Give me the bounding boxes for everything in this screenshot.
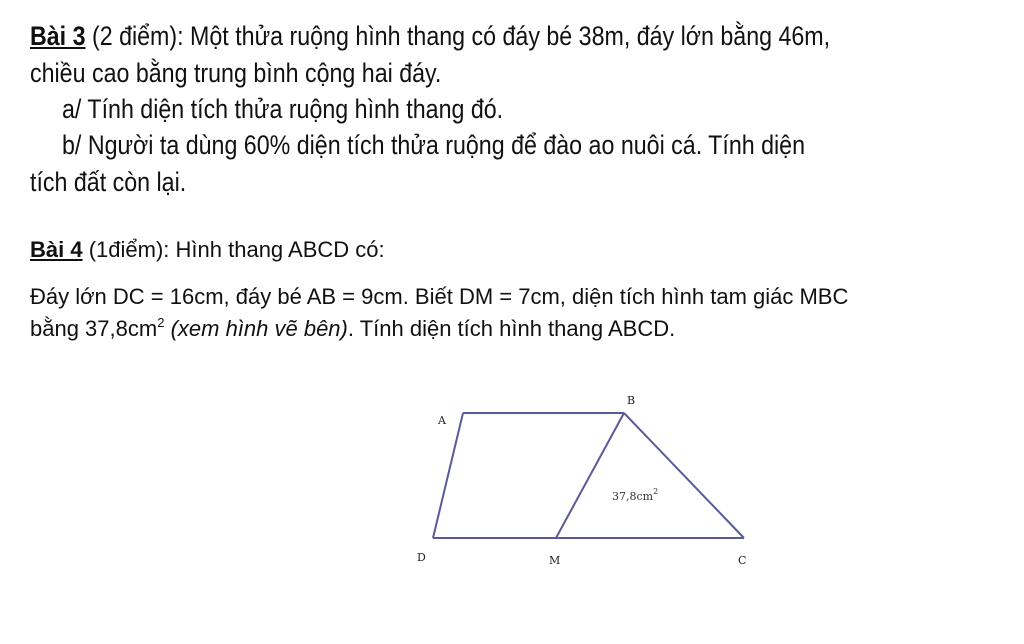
triangle-area-sup: 2 [653,487,659,496]
bai4-line1: Đáy lớn DC = 16cm, đáy bé AB = 9cm. Biết DM = 7cm, diện tích hình tam giác MBC [30,284,849,309]
bai3-part-b-line1: b/ Người ta dùng 60% diện tích thửa ruộng để đào ao nuôi cá. Tính diện [62,130,805,160]
bai4-question: . Tính diện tích hình thang ABCD. [347,316,676,341]
label-b: B [627,394,636,407]
triangle-area-label [612,487,658,503]
bai3-title: Bài 3 [30,21,86,51]
bai4-area-value: bằng 37,8cm [30,316,158,341]
label-m: M [549,554,561,567]
bai3-line2: chiều cao bằng trung bình cộng hai đáy. [30,58,442,88]
segment-bm [556,413,624,538]
bai4-area-sup: 2 [157,315,165,330]
side-ad [433,413,463,538]
triangle-area-value: 37,8cm [612,490,654,503]
label-a: A [438,414,446,427]
bai4-intro-text: : Hình thang ABCD có: [163,237,385,262]
bai3-statement: : Một thửa ruộng hình thang có đáy bé 38m, đáy lớn bằng 46m, [177,21,831,51]
bai4-title: Bài 4 [30,237,83,262]
side-bc [624,413,744,538]
bai3-points: (2 điểm) [91,21,178,51]
label-c: C [738,554,747,567]
bai3-part-a: a/ Tính diện tích thửa ruộng hình thang đó. [62,94,504,124]
trapezoid-lines [433,413,744,538]
label-d: D [417,551,426,564]
bai4-figure-ref: (xem hình vẽ bên) [170,316,348,341]
bai3-part-b-line2: tích đất còn lại. [30,167,187,197]
bai4-points: (1điểm) [88,237,164,262]
